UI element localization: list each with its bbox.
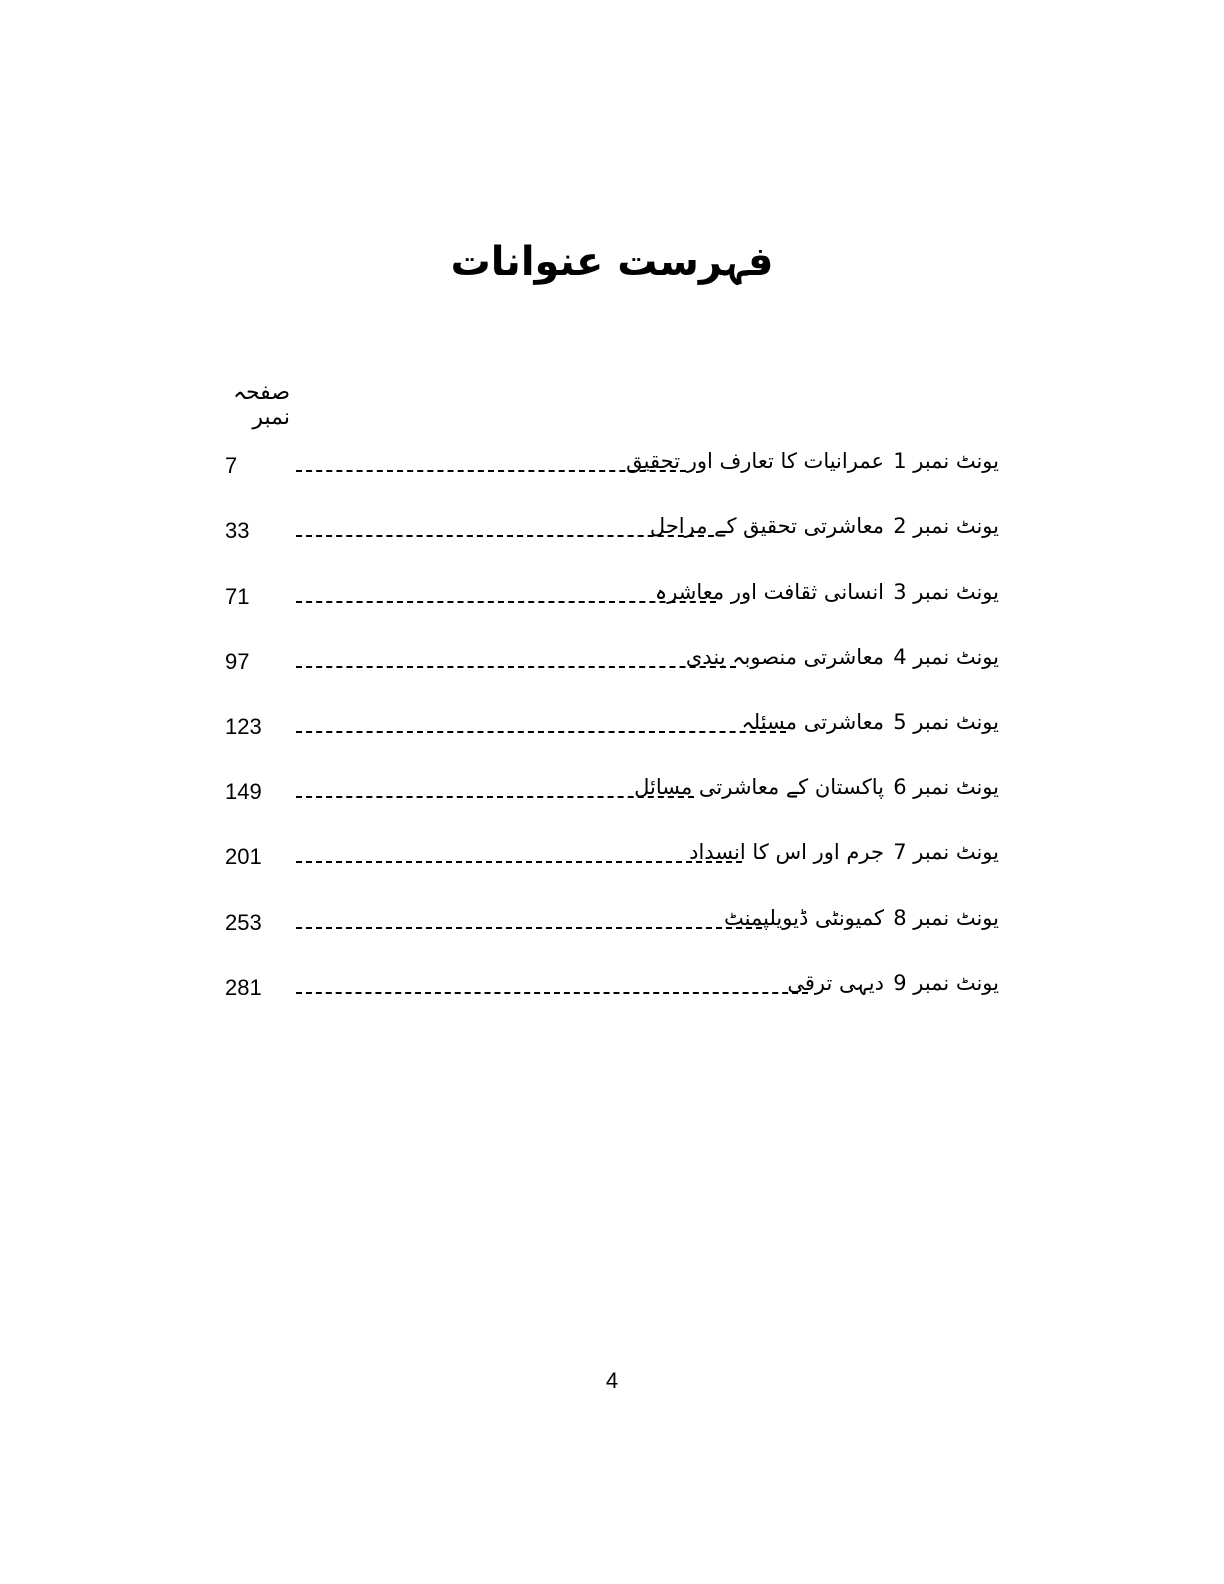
- page-number-column-header: صفحہ نمبر: [233, 380, 290, 430]
- toc-unit-label: یونٹ نمبر 3: [893, 580, 999, 604]
- toc-entry-title: دیہی ترقی: [787, 971, 884, 995]
- toc-row-5[interactable]: [0, 708, 1224, 748]
- toc-page-number: 281: [225, 975, 262, 1000]
- toc-unit-label: یونٹ نمبر 6: [893, 775, 999, 799]
- toc-unit-label: یونٹ نمبر 1: [893, 449, 999, 473]
- dotted-leader: [296, 992, 808, 994]
- toc-page-number: 201: [225, 844, 262, 869]
- toc-page-number: 97: [225, 649, 250, 674]
- toc-entry-title: عمرانیات کا تعارف اور تحقیق: [626, 449, 884, 473]
- toc-row-7[interactable]: [0, 838, 1224, 878]
- toc-entry-title: جرم اور اس کا انسداد: [689, 840, 884, 864]
- toc-row-6[interactable]: [0, 773, 1224, 813]
- toc-row-3[interactable]: [0, 578, 1224, 618]
- dotted-leader: [296, 861, 742, 863]
- footer-page-number: 4: [605, 1368, 619, 1393]
- toc-unit-label: یونٹ نمبر 5: [893, 710, 999, 734]
- toc-page-number: 123: [225, 714, 262, 739]
- toc-page-number: 149: [225, 779, 262, 804]
- toc-page-number: 33: [225, 518, 250, 543]
- page-title: فہرست عنوانات: [450, 239, 774, 285]
- toc-page-number: 7: [225, 453, 238, 478]
- toc-row-8[interactable]: [0, 904, 1224, 944]
- toc-unit-label: یونٹ نمبر 4: [893, 645, 999, 669]
- toc-row-2[interactable]: [0, 512, 1224, 552]
- toc-page-number: 71: [225, 584, 250, 609]
- toc-unit-label: یونٹ نمبر 8: [893, 906, 999, 930]
- dotted-leader: [296, 601, 716, 603]
- toc-unit-label: یونٹ نمبر 9: [893, 971, 999, 995]
- toc-entry-title: معاشرتی مسئلہ: [741, 710, 884, 734]
- toc-entry-title: معاشرتی تحقیق کے مراحل: [649, 514, 884, 538]
- dotted-leader: [296, 666, 736, 668]
- toc-entry-title: کمیونٹی ڈیویلپمنٹ: [724, 906, 884, 930]
- toc-row-4[interactable]: [0, 643, 1224, 683]
- toc-entry-title: پاکستان کے معاشرتی مسائل: [634, 775, 884, 799]
- toc-row-1[interactable]: [0, 447, 1224, 487]
- toc-entry-title: انسانی ثقافت اور معاشرہ: [654, 580, 884, 604]
- toc-row-9[interactable]: [0, 969, 1224, 1009]
- toc-entry-title: معاشرتی منصوبہ بندی: [685, 645, 884, 669]
- dotted-leader: [296, 927, 762, 929]
- toc-unit-label: یونٹ نمبر 7: [893, 840, 999, 864]
- toc-page-number: 253: [225, 910, 262, 935]
- dotted-leader: [296, 731, 786, 733]
- toc-unit-label: یونٹ نمبر 2: [893, 514, 999, 538]
